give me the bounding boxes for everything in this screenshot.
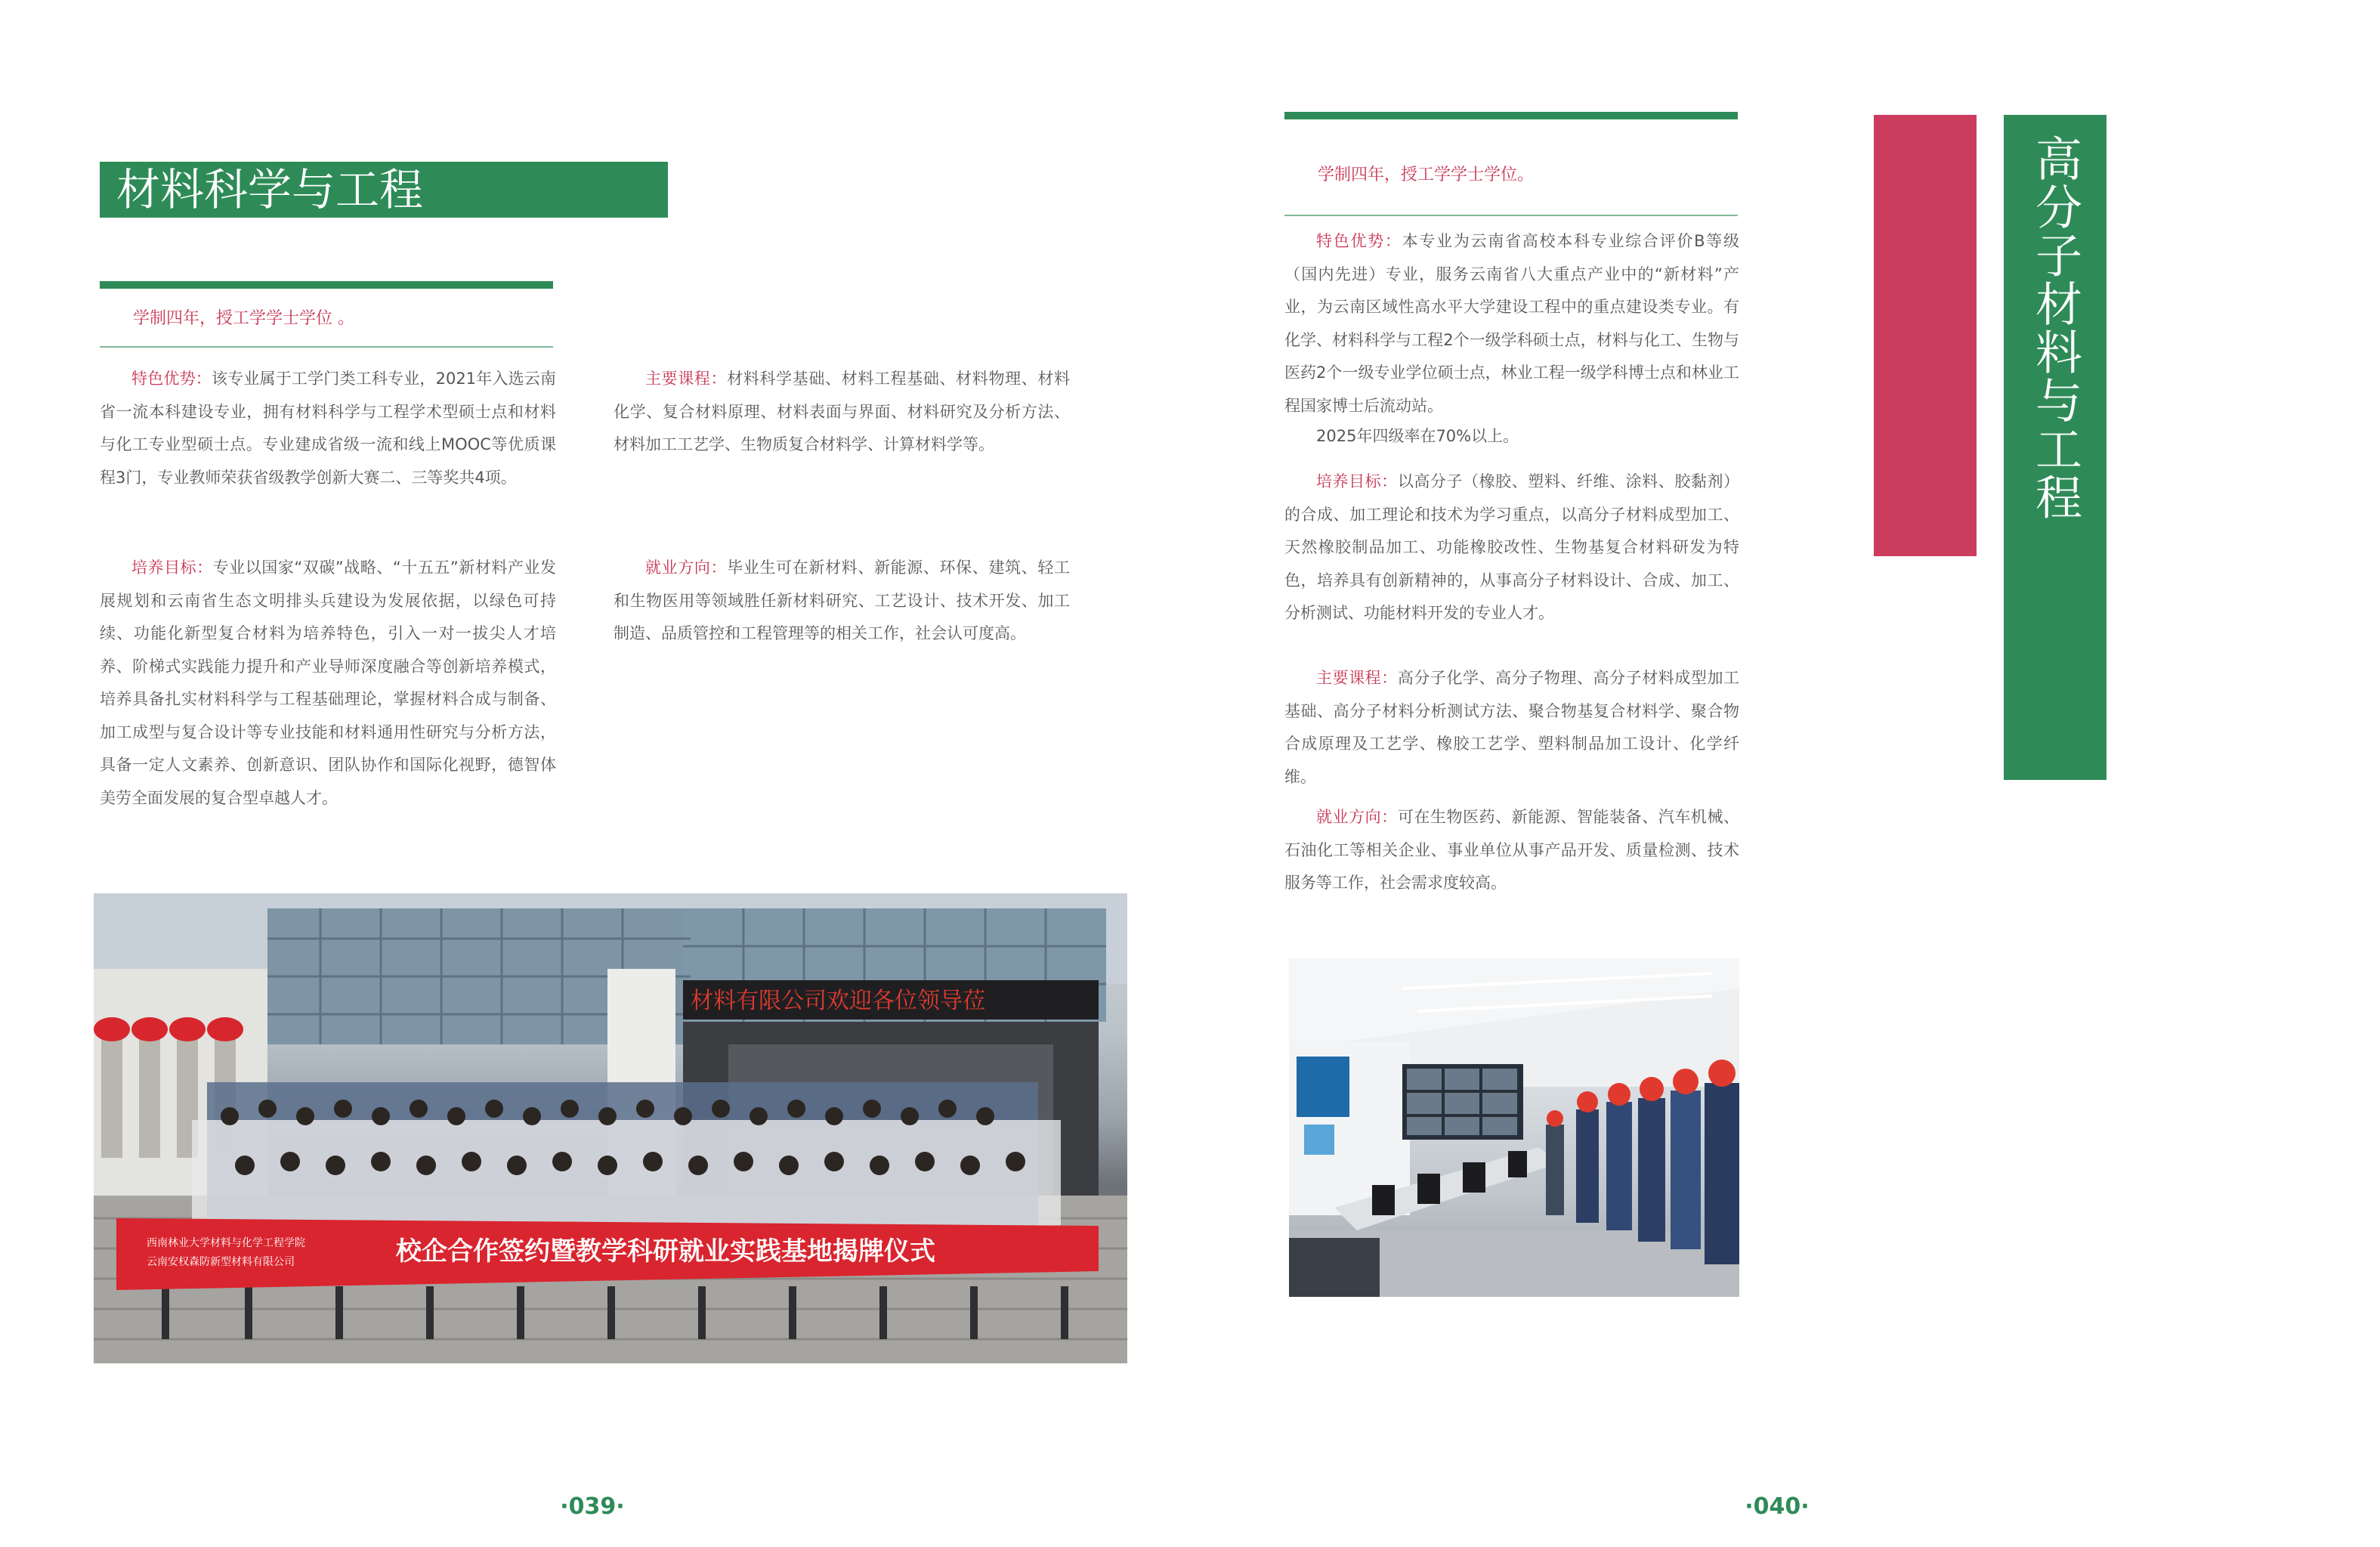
left-career-label: 就业方向：	[645, 558, 728, 577]
right-feature-paragraph	[1284, 225, 1739, 422]
left-feature-paragraph	[100, 363, 556, 494]
left-top-rule	[100, 281, 553, 289]
right-subtitle: 学制四年，授工学学士学位。	[1318, 166, 1535, 184]
left-career-text: 毕业生可在新材料、新能源、环保、建筑、轻工和生物医用等领域胜任新材料研究、工艺设计、技术开发、加工制造、品质管控和工程管理等的相关工作，社会认可度高。	[614, 558, 1071, 642]
left-course-label: 主要课程：	[645, 370, 728, 388]
right-goal-text: 以高分子（橡胶、塑料、纤维、涂料、胶黏剂）的合成、加工理论和技术为学习重点，以高分子材料成型加工、天然橡胶制品加工、功能橡胶改性、生物基复合材料研发为特色，培养具有创新精神的，从事高分子材料设计、合成、加工、分析测试、功能材料开发的专业人才。	[1284, 472, 1740, 622]
right-goal-label: 培养目标：	[1316, 472, 1398, 490]
left-goal-label: 培养目标：	[131, 558, 213, 577]
banner-main-text: 校企合作签约暨教学科研就业实践基地揭牌仪式	[396, 1236, 935, 1267]
left-goal-paragraph	[100, 552, 556, 815]
left-course-text: 材料科学基础、材料工程基础、材料物理、材料化学、复合材料原理、材料表面与界面、材料研究及分析方法、材料加工工艺学、生物质复合材料学、计算材料学等。	[614, 370, 1071, 453]
left-subtitle: 学制四年，授工学学士学位 。	[133, 309, 354, 328]
right-course-paragraph	[1284, 662, 1739, 794]
right-course-text: 高分子化学、高分子物理、高分子材料成型加工基础、高分子材料分析测试方法、聚合物基复合材料学、聚合物合成原理及工艺学、橡胶工艺学、塑料制品加工设计、化学纤维。	[1284, 669, 1740, 786]
building-sign-text: 材料有限公司欢迎各位领导莅	[691, 988, 985, 1014]
left-feature-text: 该专业属于工学门类工科专业，2021年入选云南省一流本科建设专业，拥有材料科学与工程学术型硕士点和材料与化工专业型硕士点。专业建成省级一流和线上MOOC等优质课程3门，专业教师荣获省级教学创新大赛二、三等奖共4项。	[100, 370, 556, 487]
right-career-paragraph	[1284, 801, 1739, 900]
left-sub-rule	[100, 346, 553, 348]
right-sub-rule	[1284, 215, 1738, 216]
right-course-label: 主要课程：	[1316, 669, 1398, 687]
decorative-pink-bar	[1874, 115, 1977, 556]
control-room-photo	[1289, 958, 1739, 1297]
left-career-paragraph	[614, 552, 1070, 651]
right-feature-text: 本专业为云南省高校本科专业综合评价B等级（国内先进）专业，服务云南省八大重点产业中的“新材料”产业，为云南区域性高水平大学建设工程中的重点建设类专业。有化学、材料科学与工程2个一级学科硕士点，材料与化工、生物与医药2个一级专业学位硕士点，林业工程一级学科博士点和林业工程国家博士后流动站。	[1284, 232, 1740, 415]
left-feature-label: 特色优势：	[131, 370, 212, 388]
left-course-paragraph	[614, 363, 1070, 462]
banner-small-line-2: 云南安权森防新型材料有限公司	[147, 1256, 295, 1268]
right-career-label: 就业方向：	[1316, 808, 1398, 826]
right-feature-label: 特色优势：	[1316, 232, 1402, 250]
banner-small-line-1: 西南林业大学材料与化学工程学院	[147, 1237, 305, 1249]
page-number-left: ·039·	[560, 1493, 625, 1520]
left-page-title: 材料科学与工程	[100, 162, 668, 218]
right-feature-extra: 2025年四级率在70%以上。	[1316, 427, 1519, 445]
right-goal-paragraph	[1284, 466, 1739, 630]
left-goal-text: 专业以国家“双碳”战略、“十五五”新材料产业发展规划和云南省生态文明排头兵建设为发展依据，以绿色可持续、功能化新型复合材料为培养特色，引入一对一拔尖人才培养、阶梯式实践能力提升和产业导师深度融合等创新培养模式，培养具备扎实材料科学与工程基础理论，掌握材料合成与制备、加工成型与复合设计等专业技能和材料通用性研究与分析方法，具备一定人文素养、创新意识、团队协作和国际化视野，德智体美劳全面发展的复合型卓越人才。	[100, 558, 556, 807]
right-top-rule	[1284, 112, 1738, 119]
page-number-right: ·040·	[1745, 1493, 1810, 1520]
right-career-text: 可在生物医药、新能源、智能装备、汽车机械、石油化工等相关企业、事业单位从事产品开发、质量检测、技术服务等工作，社会需求度较高。	[1284, 808, 1740, 892]
right-page-vertical-title: 高分子材料与工程	[2004, 115, 2106, 780]
ceremony-group-photo	[94, 893, 1127, 1363]
